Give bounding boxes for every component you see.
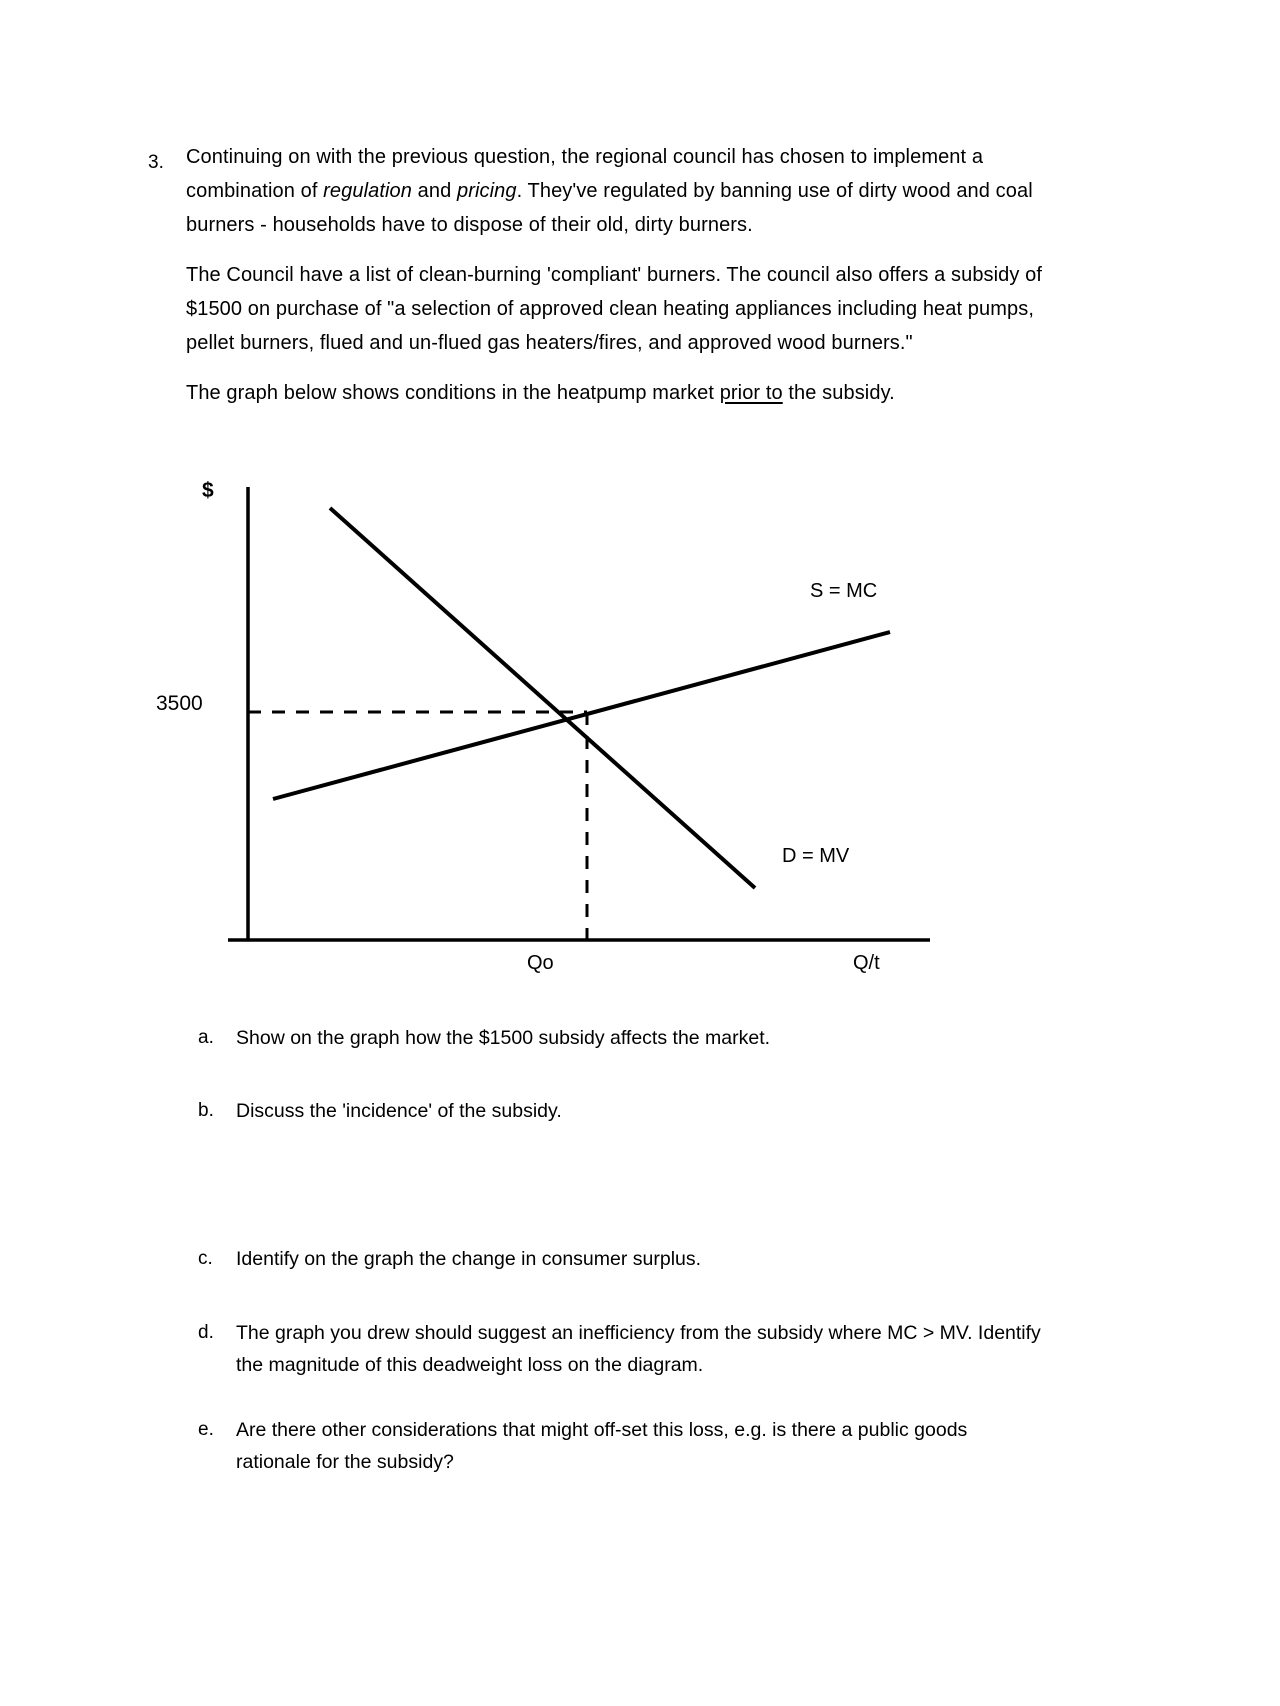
demand-curve xyxy=(330,508,755,888)
subquestion-d xyxy=(198,1317,1050,1381)
question-paragraph-1: Continuing on with the previous question, the regional council has chosen to implement a combination of regulation and pricing. They've regulated by banning use of dirty wood and coal burners - households have to dispose of their old, dirty burners. xyxy=(186,146,1033,236)
subquestion-a-text: Show on the graph how the $1500 subsidy affects the market. xyxy=(236,1027,771,1049)
subquestion-a-marker: a. xyxy=(198,1027,214,1048)
graph-svg xyxy=(150,465,980,995)
supply-curve xyxy=(273,632,890,799)
subquestion-e-marker: e. xyxy=(198,1419,214,1440)
quantity-tick-label: Qo xyxy=(527,952,554,974)
subquestion-c-marker: c. xyxy=(198,1248,213,1269)
subquestion-b-marker: b. xyxy=(198,1100,214,1121)
question-paragraph-3: The graph below shows conditions in the heatpump market prior to the subsidy. xyxy=(186,382,895,404)
x-axis-label: Q/t xyxy=(853,952,880,974)
supply-demand-graph xyxy=(150,465,980,995)
subquestion-d-text: The graph you drew should suggest an inefficiency from the subsidy where MC > MV. Identify the magnitude of this deadweight loss on the diagram. xyxy=(236,1322,1041,1376)
y-axis-label: $ xyxy=(202,479,214,502)
subquestion-a xyxy=(198,1022,1058,1054)
question-body xyxy=(186,140,1048,410)
subquestion-b-text: Discuss the 'incidence' of the subsidy. xyxy=(236,1100,562,1122)
question-number: 3. xyxy=(148,152,164,173)
price-tick-label: 3500 xyxy=(156,692,203,715)
question-3-block xyxy=(148,140,1048,424)
subquestion-e-text: Are there other considerations that might off-set this loss, e.g. is there a public goods rationale for the subsidy? xyxy=(236,1419,968,1473)
subquestion-d-marker: d. xyxy=(198,1322,214,1343)
subquestion-c xyxy=(198,1243,1058,1275)
subquestion-e xyxy=(198,1414,1043,1478)
question-paragraph-2: The Council have a list of clean-burning 'compliant' burners. The council also offers a subsidy of $1500 on purchase of "a selection of approved clean heating appliances including heat pumps, pellet burners, flued and un-flued gas heaters/fires, and approved wood burners." xyxy=(186,264,1043,354)
supply-curve-label: S = MC xyxy=(810,580,878,602)
subquestion-b xyxy=(198,1095,1058,1127)
subquestion-c-text: Identify on the graph the change in consumer surplus. xyxy=(236,1248,702,1270)
demand-curve-label: D = MV xyxy=(782,845,850,867)
